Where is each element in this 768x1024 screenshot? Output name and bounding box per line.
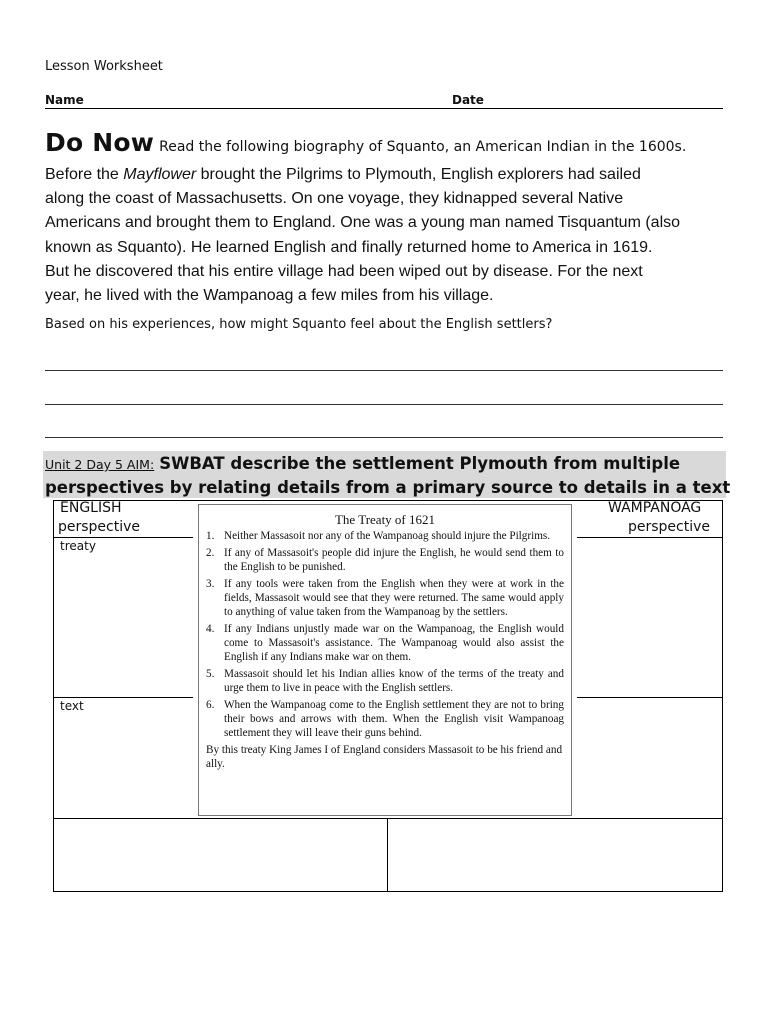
bio-line (45, 163, 735, 187)
squanto-biography (45, 163, 735, 308)
aim-statement (45, 452, 735, 499)
do-now-title: Do Now (45, 128, 155, 157)
treaty-item (206, 577, 564, 619)
answer-line[interactable] (45, 437, 723, 438)
aim-label: Unit 2 Day 5 AIM: (45, 457, 155, 472)
name-label: Name (45, 93, 84, 107)
table-divider (577, 537, 723, 538)
treaty-item (206, 546, 564, 574)
treaty-item-text: If any of Massasoit's people did injure the English, he would send them to the English to be punished. (224, 547, 564, 573)
text-row-label: text (60, 699, 84, 713)
bio-line: along the coast of Massachusetts. On one voyage, they kidnapped several Native (45, 190, 624, 208)
bio-line: year, he lived with the Wampanoag a few miles from his village. (45, 287, 494, 305)
bio-italic: Mayflower (123, 166, 197, 183)
treaty-closing: By this treaty King James I of England considers Massasoit to be his friend and ally. (206, 744, 563, 770)
do-now-question: Based on his experiences, how might Squanto feel about the English settlers? (45, 317, 553, 332)
bio-text: Before the (45, 166, 124, 183)
answer-line[interactable] (45, 404, 723, 405)
treaty-item-text: Massasoit should let his Indian allies know of the terms of the treaty and urge them to live in peace with the English settlers. (224, 668, 564, 694)
treaty-item (206, 667, 564, 695)
table-divider (577, 697, 723, 698)
treaty-document (198, 504, 572, 816)
treaty-row-label: treaty (60, 539, 96, 553)
treaty-item-number: 2. (206, 547, 215, 559)
treaty-terms (199, 529, 571, 740)
date-label: Date (452, 93, 484, 107)
treaty-item-text: If any Indians unjustly made war on the Wampanoag, the English would come to Massasoit's assistance. The Wampanoag would also assist the English if any Indians make war on them. (224, 623, 564, 663)
bio-line: Americans and brought them to England. One was a young man named Tisquantum (also (45, 214, 681, 232)
do-now-heading (45, 128, 735, 157)
treaty-item-number: 3. (206, 578, 215, 590)
treaty-item (206, 622, 564, 664)
treaty-title: The Treaty of 1621 (334, 512, 436, 527)
table-divider (53, 537, 193, 538)
treaty-item (206, 529, 564, 543)
answer-line[interactable] (45, 370, 723, 371)
aim-text: SWBAT describe the settlement Plymouth from multiple perspectives by relating details from a primary source to details in a text (45, 454, 731, 497)
bio-line: But he discovered that his entire village had been wiped out by disease. For the next (45, 262, 643, 280)
treaty-item-number: 6. (206, 699, 215, 711)
bio-line: known as Squanto). He learned English and finally returned home to America in 1619. (45, 238, 653, 256)
wampanoag-header: WAMPANOAG (608, 500, 702, 516)
table-divider (53, 818, 723, 819)
do-now-instruction: Read the following biography of Squanto, an American Indian in the 1600s. (159, 139, 687, 155)
treaty-item-text: Neither Massasoit nor any of the Wampanoag should injure the Pilgrims. (224, 530, 551, 542)
name-date-line (45, 108, 723, 109)
treaty-item-number: 5. (206, 668, 215, 680)
treaty-item-number: 4. (206, 623, 215, 635)
english-subheader: perspective (58, 519, 141, 535)
treaty-item-text: When the Wampanoag come to the English settlement they are not to bring their bows and arrows with them. When the English visit Wampanoag settlement they will leave their guns behind. (224, 699, 564, 739)
table-divider (387, 818, 388, 892)
worksheet-title: Lesson Worksheet (45, 59, 163, 74)
bio-text: brought the Pilgrims to Plymouth, English explorers had sailed (196, 166, 641, 183)
treaty-item (206, 698, 564, 740)
wampanoag-subheader: perspective (628, 519, 711, 535)
treaty-item-text: If any tools were taken from the English when they were at work in the fields, Massasoit would see that they were returned. The same would apply to anything of value taken from the Wampanoag by the settlers. (224, 578, 564, 618)
table-divider (53, 697, 193, 698)
english-header: ENGLISH (60, 500, 122, 516)
treaty-item-number: 1. (206, 530, 215, 542)
